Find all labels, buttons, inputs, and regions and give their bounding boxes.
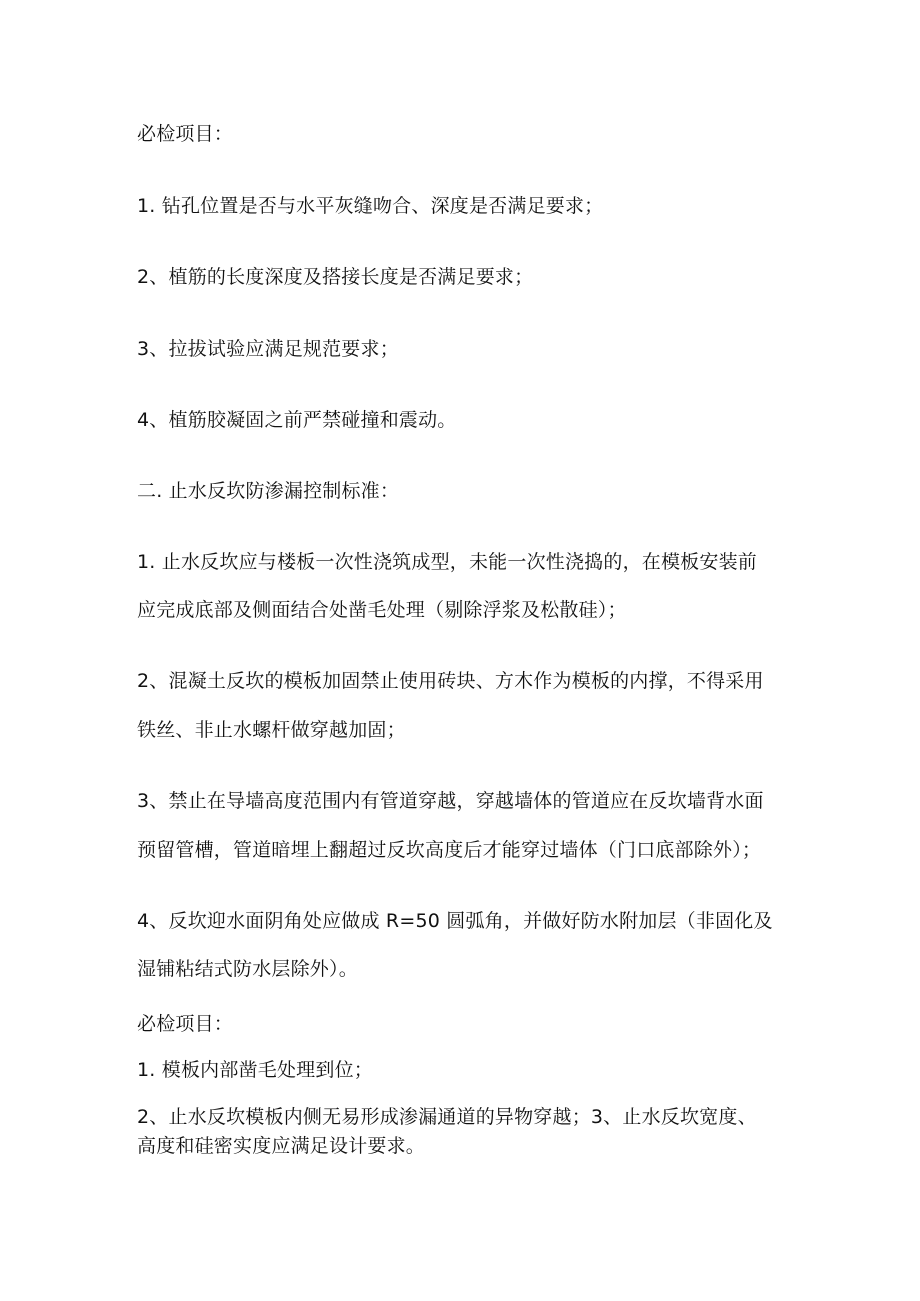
paragraph-line: 1. 模板内部凿毛处理到位； [137, 1059, 373, 1081]
paragraph-line: 1. 止水反坎应与楼板一次性浇筑成型，未能一次性浇捣的，在模板安装前 [137, 551, 757, 573]
paragraph-line: 高度和硅密实度应满足设计要求。 [137, 1135, 426, 1157]
paragraph-line: 预留管槽，管道暗埋上翻超过反坎高度后才能穿过墙体（门口底部除外）； [137, 839, 762, 861]
paragraph-line: 铁丝、非止水螺杆做穿越加固； [137, 719, 406, 741]
paragraph-line: 1. 钻孔位置是否与水平灰缝吻合、深度是否满足要求； [137, 195, 604, 217]
section-heading: 必检项目： [137, 123, 234, 145]
paragraph-line: 4、植筋胶凝固之前严禁碰撞和震动。 [137, 409, 457, 431]
paragraph-line: 2、混凝土反坎的模板加固禁止使用砖块、方木作为模板的内撑，不得采用 [137, 670, 764, 692]
paragraph-line: 2、止水反坎模板内侧无易形成渗漏通道的异物穿越；3、止水反坎宽度、 [137, 1106, 757, 1128]
paragraph-line: 2、植筋的长度深度及搭接长度是否满足要求； [137, 266, 534, 288]
paragraph-line: 3、禁止在导墙高度范围内有管道穿越，穿越墙体的管道应在反坎墙背水面 [137, 790, 764, 812]
paragraph-line: 应完成底部及侧面结合处凿毛处理（剔除浮浆及松散硅）； [137, 599, 627, 621]
paragraph-line: 3、拉拔试验应满足规范要求； [137, 338, 399, 360]
paragraph-line: 4、反坎迎水面阴角处应做成 R=50 圆弧角，并做好防水附加层（非固化及 [137, 910, 773, 932]
section-heading: 必检项目： [137, 1013, 234, 1035]
paragraph-line: 湿铺粘结式防水层除外）。 [137, 958, 358, 980]
section-heading: 二. 止水反坎防渗漏控制标准： [137, 480, 400, 502]
